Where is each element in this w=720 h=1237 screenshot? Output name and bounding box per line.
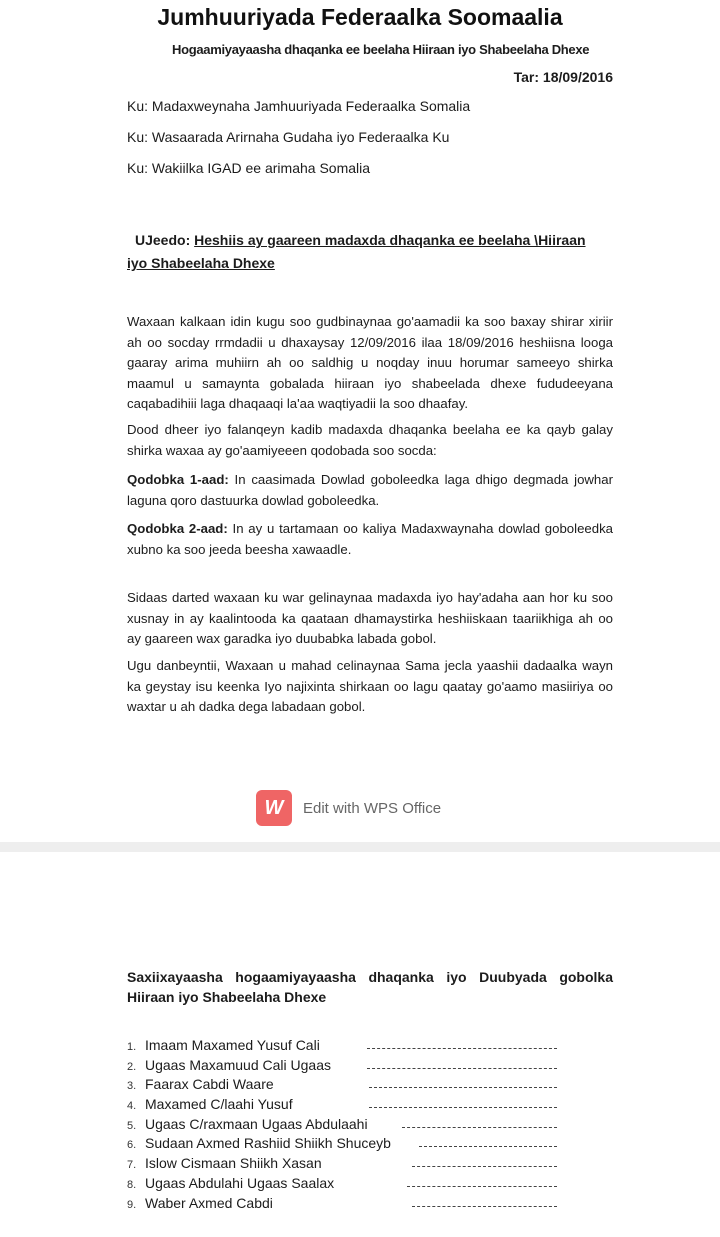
signature-item (127, 1115, 557, 1135)
signature-line (407, 1186, 557, 1187)
signature-name: Faarax Cabdi Waare (145, 1076, 274, 1093)
recipient-line: Ku: Wasaarada Arirnaha Gudaha iyo Federaalka Ku (127, 129, 450, 145)
signature-number: 3. (127, 1080, 137, 1093)
document-subtitle: Hogaamiyayaasha dhaqanka ee beelaha Hiiraan iyo Shabeelaha Dhexe (172, 42, 590, 57)
subject-text: Heshiis ay gaareen madaxda dhaqanka ee beelaha \Hiiraan iyo Shabeelaha Dhexe (127, 232, 586, 271)
signature-line (402, 1127, 557, 1128)
point-1-label: Qodobka 1-aad: (127, 472, 229, 487)
signatures-heading: Saxiixayaasha hogaamiyayaasha dhaqanka iyo Duubyada gobolka Hiiraan iyo Shabeelaha Dhexe (127, 969, 613, 1005)
signature-list (127, 1036, 557, 1213)
point-2-label: Qodobka 2-aad: (127, 521, 228, 536)
document-date: Tar: 18/09/2016 (513, 69, 613, 85)
point-1-paragraph (127, 470, 613, 511)
body-paragraph: Sidaas darted waxaan ku war gelinaynaa madaxda iyo hay'adaha aan hor ku soo xusnay in ay kaalintooda ka qaataan dhamaystirka heshiiskaan taariikhiga ah oo ay gaareen wax garadka iyo duubabka labada gobol. (127, 590, 613, 646)
signature-number: 4. (127, 1100, 137, 1113)
point-1-text: In caasimada Dowlad goboleedka laga dhigo degmada jowhar laguna qoro dastuurka dowlad goboleedka. (127, 472, 613, 508)
body-paragraph: Dood dheer iyo falanqeyn kadib madaxda dhaqanka beelaha ee ka qayb galay shirka waxaa ay go'aamiyeeen qodobada soo socda: (127, 422, 613, 458)
point-2-text: In ay u tartamaan oo kaliya Madaxwaynaha dowlad goboleedka xubno ka soo jeeda beesha xawaadle. (127, 521, 614, 557)
signature-number: 9. (127, 1198, 137, 1211)
signature-name: Sudaan Axmed Rashiid Shiikh Shuceyb (145, 1135, 391, 1152)
wps-logo-icon: W (256, 790, 292, 826)
signature-number: 8. (127, 1178, 137, 1191)
signature-number: 6. (127, 1139, 137, 1152)
signature-item (127, 1154, 557, 1174)
signature-number: 7. (127, 1159, 137, 1172)
signature-item (127, 1075, 557, 1095)
signature-name: Ugaas C/raxmaan Ugaas Abdulaahi (145, 1115, 368, 1132)
signature-item (127, 1036, 557, 1056)
signature-item (127, 1174, 557, 1194)
signature-line (412, 1166, 557, 1167)
signature-line (369, 1107, 557, 1108)
signature-item (127, 1095, 557, 1115)
signature-item (127, 1056, 557, 1076)
signature-number: 1. (127, 1041, 137, 1053)
signature-line (367, 1068, 557, 1069)
body-paragraph: Waxaan kalkaan idin kugu soo gudbinaynaa go'aamadii ka soo baxay shirar xiriir ah oo socday rrmdadii u dhaxaysay 12/09/2016 ilaa 18/09/2016 heshiisna looga gaaray arima muhiirn ah oo saldhig u noqday inuu horumar sameeyo shirka maamul u samaynta gobalada hiiraan iyo shabeelada dhexe fududeeyana caqabadihiii laga dhaqaaqi la'aa waqtiyadii la soo dhaafay. (127, 314, 613, 411)
wps-label: Edit with WPS Office (303, 799, 442, 817)
signature-item (127, 1194, 557, 1214)
document-page-2 (0, 852, 720, 1237)
subject-line (127, 229, 607, 275)
signature-line (369, 1087, 557, 1088)
signature-item (127, 1134, 557, 1154)
subject-label: UJeedo: (135, 232, 191, 248)
signature-line (367, 1048, 557, 1049)
signature-name: Imaam Maxamed Yusuf Cali (145, 1037, 320, 1053)
signature-line (419, 1146, 557, 1147)
recipient-line: Ku: Madaxweynaha Jamhuuriyada Federaalka Somalia (127, 98, 471, 114)
signature-name: Ugaas Maxamuud Cali Ugaas (145, 1056, 331, 1073)
body-paragraph: Ugu danbeyntii, Waxaan u mahad celinaynaa Sama jecla yaashii dadaalka wayn ka geystay isu keenka Iyo najixinta shirkaan oo lagu qaatay go'aamo masiiriya oo waxtar u ah dadka dega labadaan gobol. (127, 658, 613, 714)
signature-name: Maxamed C/laahi Yusuf (145, 1096, 293, 1113)
document-title: Jumhuuriyada Federaalka Soomaalia (157, 4, 563, 30)
signature-number: 2. (127, 1060, 137, 1073)
signature-line (412, 1206, 557, 1207)
signature-name: Ugaas Abdulahi Ugaas Saalax (145, 1174, 335, 1191)
edit-with-wps-button[interactable] (256, 790, 441, 826)
point-2-paragraph (127, 519, 613, 560)
signature-name: Islow Cismaan Shiikh Xasan (145, 1155, 322, 1172)
signature-name: Waber Axmed Cabdi (145, 1194, 273, 1211)
recipient-line: Ku: Wakiilka IGAD ee arimaha Somalia (127, 160, 371, 176)
signature-number: 5. (127, 1119, 137, 1132)
